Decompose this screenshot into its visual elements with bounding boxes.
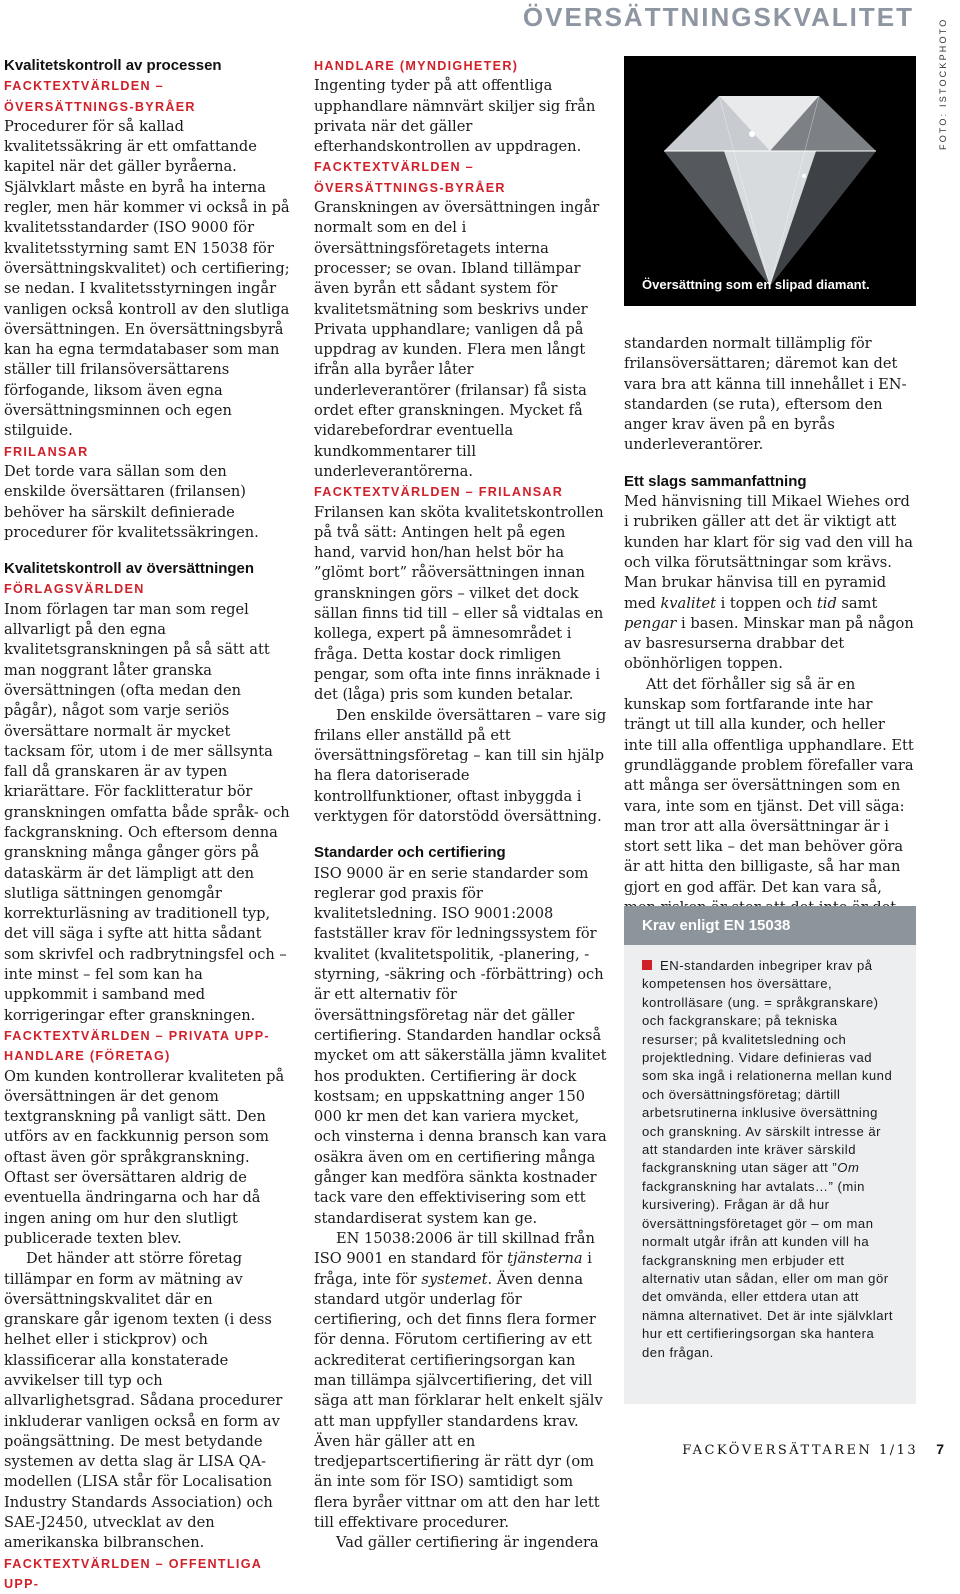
paragraph: Det händer att större företag tillämpar en form av mätning av översättningskvalitet där en granskare går igenom texten (i dess helhet eller i stickprov) och klassificerar alla konstaterade avvikelser till typ och allvarlighetsgrad. Sådana procedurer inkluderar vanligen också en form av poängsättning. De mest betydande systemen av detta slag är LISA QA-modellen (LISA står för Localisation Industry Standards Association) och SAE-J2450, utvecklat av den amerikanska bilbranschen. bbox=[4, 1250, 283, 1552]
paragraph: Att det förhåller sig så är en kunskap som fortfarande inte har trängt ut till alla kunder, och heller inte till alla offentliga upphandlare. Ett grundläggande problem förefaller vara att många ser översättningen som en vara, inte som en tjänst. Det vill säga: man tror att alla översättningar är i stort sett lika – det man behöver göra är att hitta den billigaste, så har man gjort en god affär. Det kan vara så, bbox=[624, 675, 914, 896]
column-3 bbox=[624, 334, 916, 941]
column-1 bbox=[4, 56, 291, 1594]
paragraph: Frilansen kan sköta kvalitetskontrollen på två sätt: Antingen helt på egen hand, varvid hon/han helst bör ha ”glömt bort” råöversättningen innan granskningen görs – vilket det dock sällan finns tid till – eller så vidtalas en kollega, expert på ämnesområdet i fråga. Detta kostar dock rimligen pengar, som ofta inte finns inräknade i det (låga) pris som kunden betalar. bbox=[314, 503, 604, 704]
diamond-icon bbox=[624, 56, 916, 306]
publication-label: FACKÖVERSÄTTAREN 1/13 bbox=[682, 1443, 919, 1458]
heading-summary: Ett slags sammanfattning bbox=[624, 472, 807, 490]
subheading: FÖRLAGSVÄRLDEN bbox=[4, 582, 145, 597]
paragraph: Den enskilde översättaren – vare sig frilans eller anställd på ett översättningsföretag – kan till sin hjälp ha flera datoriserade kontrollfunktioner, oftast inbyggda i verktygen för datorstödd översättning. bbox=[314, 706, 607, 825]
subheading: FACKTEXTVÄRLDEN – ÖVERSÄTTNINGS-BYRÅER bbox=[4, 79, 196, 114]
paragraph: Granskningen av översättningen ingår normalt som en del i översättningsföretagets interna processer; se ovan. Ibland tillämpar även byrån ett sådant system för kvalitetsmätning som beskrivs under Privata upphandlare; vanligen då på uppdrag av kunden. Flera men långt ifrån alla byråer låter underleverantörer (frilansar) få sista ordet efter granskningen. Mycket få vidarebefordrar eventuella kundkommentarer till underleverantörerna. bbox=[314, 199, 600, 480]
diamond-photo bbox=[624, 56, 916, 306]
paragraph: Om kunden kontrollerar kvaliteten på översättningen är det genom textgranskning på vanligt sätt. Den utförs av en fackkunnig person som oftast även gör språkgranskning. Oftast ser översättaren aldrig de eventuella ändringarna och har då ingen aning om hur den slutligt publicerade texten blev. bbox=[4, 1067, 285, 1247]
box-title: Krav enligt EN 15038 bbox=[624, 906, 916, 945]
paragraph: Inom förlagen tar man som regel allvarligt på den egna kvalitetsgranskningen på så sätt att man noggrant låter granska översättningen (ofta medan den pågår), något som varje seriös översättare normalt är mycket tacksam för, utom i de mer sällsynta fall då granskaren är av typen kriarättare. För facklitteratur bör granskningen omfatta både språk- och fackgranskning. Och eftersom denna granskning många gånger görs på dataskärm är det lämpligt att den slutliga sättningen genomgår korrekturläsning av traditionell typ, det vill säga i syfte att hitta sådant som skrivfel och radbrytningsfel och – inte minst – fel som kan ha uppkommit i samband med korrigeringar efter granskningen. bbox=[4, 600, 290, 1024]
paragraph: ISO 9000 är en serie standarder som reglerar god praxis för kvalitetsledning. ISO 9001:2008 fastställer krav för ledningssystem för kvalitet (kvalitetspolitik, -planering, -styrning, -säkring och -förbättring) och är ett alternativ för översättningsföretag när det gäller certifiering. Standarden handlar också mycket om att säkerställa jämn kvalitet hos produkten. Certifiering är dock kostsam; en uppskattning anger 150 000 kr men det kan variera mycket, och vinsterna i denna bransch kan vara osäkra även om en certifiering många gånger kan medföra sänkta kostnader tack vare den effektivisering som ett standardiserat system kan ge. bbox=[314, 864, 607, 1227]
paragraph: Procedurer för så kallad kvalitetssäkring är ett omfattande kapitel när det gäller byråerna. Självklart måste en byrå ha interna regler, men här kommer vi också in på kvalitetsstandarder (ISO 9000 för kvalitetsstyrning samt EN 15038 för översättningskvalitet) och certifiering; se nedan. I kvalitetsstyrningen ingår vanligen också kontroll av den slutliga översättningen. En översättningsbyrå kan ha egna termdatabaser som man ställer till frilansöversättarens förfogande, liksom även egna översättningsminnen och egen stilguide. bbox=[4, 117, 290, 440]
page-number: 7 bbox=[936, 1441, 944, 1457]
square-bullet-icon bbox=[642, 960, 652, 970]
paragraph: Ingenting tyder på att offentliga upphandlare nämnvärt skiljer sig från privata när det gäller efterhandskontrollen av uppdragen. bbox=[314, 77, 596, 156]
box-text: EN-standarden inbegriper krav på kompetensen hos översättare, kontrolläsare (ung. = språkgranskare) och fackgranskare; på tekniska resurser; på kvalitetsledning och projektledning. Vidare definieras vad som ska ingå i relationerna mellan kund och översättningsföretag; därtill arbetsrutinerna inklusive översättning och granskning. Av särskilt intresse är att standarden inte kräver särskild fackgranskning utan säger att ”Om fackgranskning har avtalats…” (min kursivering). Frågan är då hur översättningsföretaget gör – om man normalt utgår ifrån att kunden vill ha fackgranskning men erbjuder ett alternativ utan sådan, eller om man gör det omvända, eller ettdera utan att nämna alternativet. Det är inte självklart hur ett certifieringsorgan ska hantera den frågan. bbox=[642, 958, 893, 1360]
heading-process-control: Kvalitetskontroll av processen bbox=[4, 57, 222, 74]
paragraph: Vad gäller certifiering är ingendera bbox=[336, 1534, 599, 1552]
page-footer bbox=[682, 1441, 944, 1458]
heading-translation-control: Kvalitetskontroll av översättningen bbox=[4, 560, 255, 578]
subheading: FACKTEXTVÄRLDEN – FRILANSAR bbox=[314, 485, 564, 500]
section-title: ÖVERSÄTTNINGSKVALITET bbox=[522, 2, 914, 32]
paragraph: EN 15038:2006 är till skillnad från ISO 9001 en standard för tjänsterna i fråga, inte för systemet. Även denna standard utgör underlag för certifiering, och det finns flera former för denna. Förutom certifiering av ett ackrediterat certifieringsorgan kan man tillämpa självcertifiering, det vill säga att man förklarar helt enkelt själv att man uppfyller standardens krav. Även här gäller att en tredjepartscertifiering är rätt dyr (om än inte som för ISO) samtidigt som flera byråer vittnar om att den har lett till effektivare procedurer. bbox=[314, 1229, 603, 1532]
subheading: FACKTEXTVÄRLDEN – OFFENTLIGA UPP- bbox=[4, 1556, 262, 1591]
paragraph: Med hänvisning till Mikael Wiehes ord i rubriken gäller att det är viktigt att kunden har klart för sig vad den vill ha och vilka förutsättningar som krävs. Man brukar hänvisa till en pyramid med kvalitet i toppen och tid samt pengar i basen. Minskar man på någon av basresurserna drabbar det obönhörligen toppen. bbox=[624, 493, 914, 673]
subheading: FRILANSAR bbox=[4, 444, 89, 459]
subheading: FACKTEXTVÄRLDEN – PRIVATA UPP-HANDLARE (FÖRETAG) bbox=[4, 1028, 270, 1064]
heading-standards: Standarder och certifiering bbox=[314, 844, 506, 862]
sidebar-box bbox=[624, 906, 916, 1404]
column-2 bbox=[314, 56, 607, 1554]
subheading: FACKTEXTVÄRLDEN – ÖVERSÄTTNINGS-BYRÅER bbox=[314, 160, 506, 195]
photo-caption: Översättning som en slipad diamant. bbox=[642, 277, 870, 292]
paragraph: Det torde vara sällan som den enskilde översättaren (frilansen) behöver ha särskilt definierade procedurer för kvalitetssäkringen. bbox=[4, 462, 259, 541]
subheading: HANDLARE (MYNDIGHETER) bbox=[314, 59, 519, 73]
paragraph: standarden normalt tillämplig för frilansöversättaren; däremot kan det vara bra att känna till innehållet i EN-standarden (se ruta), eftersom den anger krav även på en byrås underleverantörer. bbox=[624, 335, 907, 454]
photo-credit: FOTO: ISTOCKPHOTO bbox=[938, 17, 948, 150]
